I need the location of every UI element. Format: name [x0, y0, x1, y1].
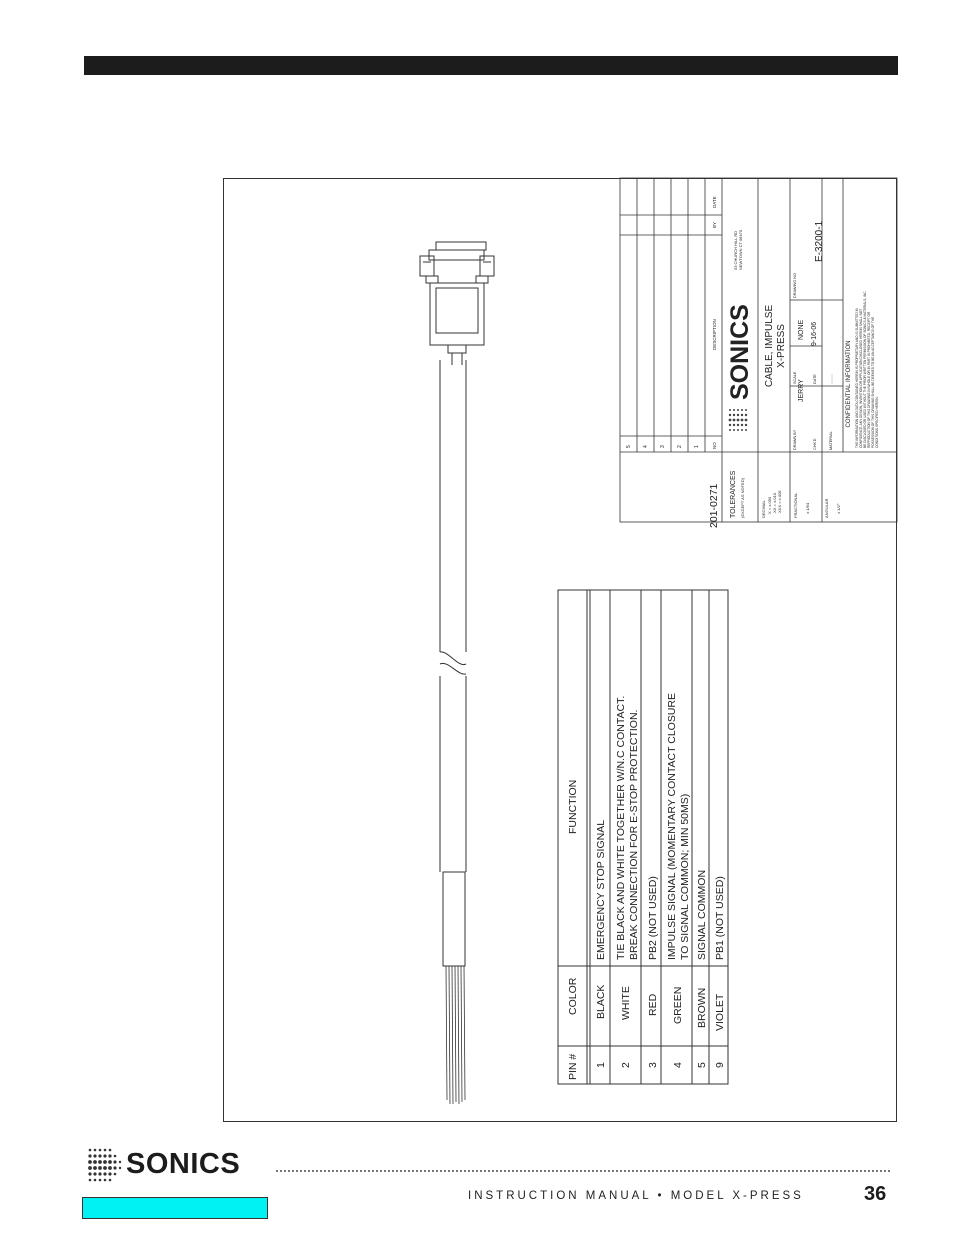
table-row	[647, 876, 659, 1068]
color-header: COLOR	[567, 977, 579, 1015]
drawing-no-label: DRAWING NO	[793, 273, 797, 298]
footer-highlight-bar	[82, 1197, 268, 1219]
rev-row-4: 4	[643, 445, 649, 448]
confidential-line: CONFIDENCE. ANY DESIGN, INVENTION OR APPLICATION DISCLOSED HEREIN SHALL NOT	[859, 308, 863, 448]
decimal-line: .XXX = ±.005	[777, 490, 782, 514]
pin-table	[558, 590, 728, 1084]
confidential-line: REPRODUCTION OF THIS DRAWING IN WHOLE OR IN PART IS PROHIBITED. RECEIPT OR	[867, 311, 871, 448]
wire-color: BROWN	[696, 987, 708, 1028]
pin-function: BREAK CONNECTION FOR E-STOP PROTECTION.	[628, 709, 640, 960]
scale-value: NONE	[798, 319, 805, 340]
rev-no-label: NO	[712, 442, 717, 449]
rev-row-5: 5	[626, 445, 632, 448]
drawing-title: CABLE, IMPULSE	[764, 304, 775, 388]
db9-connector	[420, 242, 494, 365]
pin-number: 1	[595, 1062, 607, 1068]
wire-color: RED	[647, 993, 659, 1016]
cable-assembly	[420, 242, 494, 1104]
pin-header: PIN #	[567, 1053, 579, 1080]
pin-function: EMERGENCY STOP SIGNAL	[595, 819, 607, 960]
confidential-line: BE DISCLOSED OR USED WITHOUT THE PRIOR WRITTEN PERMISSION OF SONICS & MATERIALS, INC.	[863, 290, 867, 448]
title-block	[620, 178, 897, 528]
angular-label: ANGULAR	[824, 498, 829, 518]
page-number: 36	[864, 1183, 887, 1205]
footer-manual-title: INSTRUCTION MANUAL • MODEL X-PRESS	[468, 1190, 804, 1202]
part-number: 201-0271	[708, 483, 720, 528]
pin-function: TIE BLACK AND WHITE TOGETHER W/N.C CONTACT.	[615, 695, 627, 960]
wire-color: VIOLET	[714, 993, 726, 1031]
confidential-line: POSSESSION OF THIS DRAWING SHALL BE DEEMED TO BE AN ACCEPTANCE OF THE	[871, 316, 875, 448]
pin-number: 9	[714, 1062, 726, 1068]
rev-date-label: DATE	[712, 196, 717, 208]
material-label: MATERIAL	[829, 431, 833, 450]
pin-number: 4	[672, 1062, 684, 1068]
wire-color: WHITE	[620, 986, 632, 1020]
wire-color: GREEN	[672, 986, 684, 1024]
fractional-label: FRACTIONAL	[793, 492, 798, 518]
drawing-number: E-3200-1	[814, 220, 825, 262]
table-row	[666, 693, 691, 1068]
table-row	[595, 820, 607, 1068]
drawn-by-label: DRAWN BY	[793, 429, 797, 450]
tolerances-heading: TOLERANCES	[730, 470, 737, 518]
cable-wires	[446, 966, 465, 1104]
company-logo-text: SONICS	[726, 304, 754, 400]
rev-row-1: 1	[694, 445, 700, 448]
pin-function: TO SIGNAL COMMON; MIN 50MS)	[679, 793, 691, 960]
sonics-footer-logo-icon	[86, 1146, 124, 1186]
drawn-by: JERRY	[798, 379, 805, 402]
rev-row-3: 3	[660, 445, 666, 448]
chkd-label: CHK'D	[813, 438, 817, 450]
pin-function: SIGNAL COMMON	[696, 869, 708, 960]
function-header: FUNCTION	[567, 779, 579, 834]
pin-function: PB1 (NOT USED)	[714, 876, 726, 960]
decimal-line: X = ±.050	[767, 496, 772, 514]
footer-brand: SONICS	[126, 1148, 241, 1180]
fractional-value: ± 1/64	[805, 502, 810, 514]
drawing-date: 9-16-06	[811, 321, 818, 346]
wire-color: BLACK	[595, 984, 607, 1019]
date-label: DATE	[813, 374, 817, 384]
pin-number: 3	[647, 1062, 659, 1068]
confidential-heading: CONFIDENTIAL INFORMATION	[846, 340, 852, 428]
sonics-logo-icon	[729, 409, 748, 431]
table-row	[696, 870, 708, 1068]
confidential-line: THE INFORMATION AND DATA CONTAINED HEREIN IS PROPRIETARY AND IS SUBMITTED IN	[855, 308, 859, 448]
angular-value: ± 1/2°	[836, 503, 841, 514]
scale-label: SCALE	[793, 371, 797, 384]
rev-description-label: DESCRIPTION	[712, 319, 717, 350]
pin-number: 2	[620, 1062, 632, 1068]
decimal-label: DECIMAL	[761, 500, 766, 518]
company-address: NEWTOWN CT 06470	[738, 229, 743, 270]
rev-by-label: BY	[712, 221, 717, 228]
confidential-line: CONDITIONS SPECIFIED HEREIN.	[875, 396, 879, 448]
pin-number: 5	[696, 1062, 708, 1068]
company-address: 53 CHURCH HILL RD	[733, 230, 738, 270]
tolerances-sub: (EXCEPT AS NOTED)	[740, 478, 745, 518]
pin-function: IMPULSE SIGNAL (MOMENTARY CONTACT CLOSURE	[666, 692, 678, 960]
rev-row-2: 2	[677, 445, 683, 448]
footer-divider	[276, 1170, 890, 1172]
decimal-line: .XX = ±.010	[772, 493, 777, 514]
table-row	[615, 696, 640, 1068]
drawing-title: X-PRESS	[776, 324, 787, 368]
table-row	[714, 876, 726, 1068]
pin-function: PB2 (NOT USED)	[647, 876, 659, 960]
